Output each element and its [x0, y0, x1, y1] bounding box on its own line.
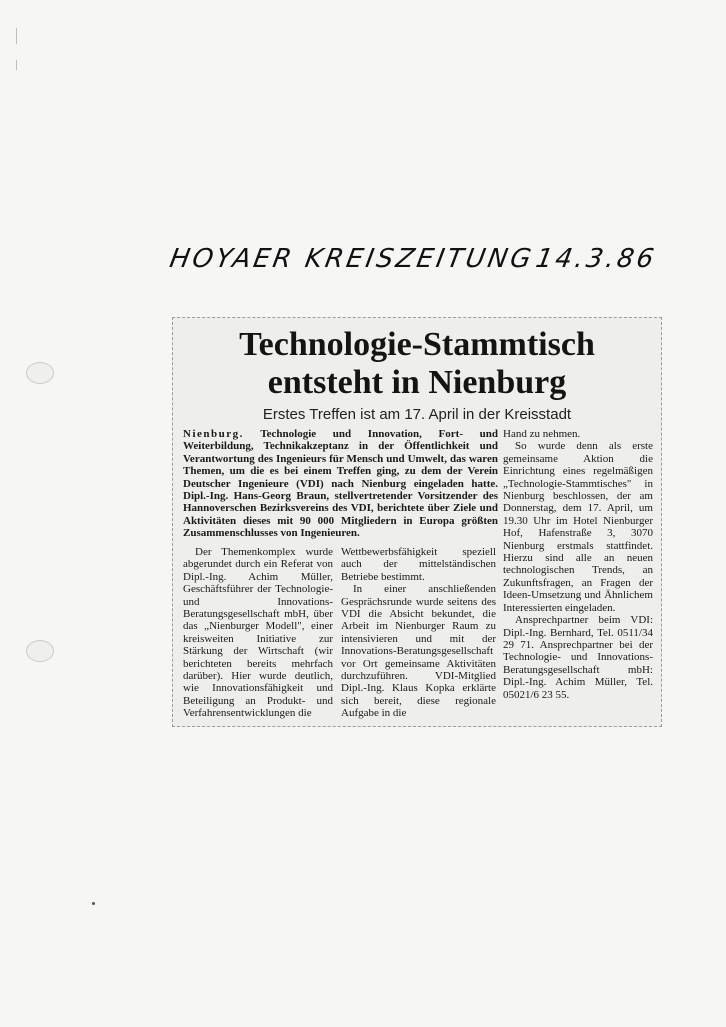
speck	[92, 902, 95, 905]
article-column-2	[341, 546, 496, 720]
article-lead	[183, 428, 498, 540]
newspaper-clipping	[172, 317, 662, 727]
left-edge-mark	[16, 28, 17, 44]
column-2-paragraph: Wettbewerbsfähigkeit speziell auch der mittelständischen Betriebe bestimmt.	[341, 546, 496, 583]
lead-dateline: Nienburg.	[183, 428, 244, 440]
headline-line-2: entsteht in Nienburg	[267, 364, 567, 401]
article-column-3	[503, 428, 653, 701]
punch-hole-bottom	[26, 640, 54, 662]
column-3-paragraph: Hand zu nehmen.	[503, 428, 581, 440]
handwritten-source-note: HOYAER KREISZEITUNG	[167, 244, 537, 274]
left-edge-mark	[16, 60, 17, 70]
article-column-1	[183, 546, 333, 720]
punch-hole-top	[26, 362, 54, 384]
handwritten-date-note: 14.3.86	[533, 244, 659, 274]
column-1-paragraph: Der Themenkomplex wurde abgerundet durch ein Referat von Dipl.-Ing. Achim Müller, Geschäftsführer der Technologie- und Innovations-Beratungsgesellschaft mbH, über das „Nienburger Modell", einer kreisweiten Initiative zur Stärkung der Wirtschaft (wir berichteten bereits mehrfach darüber). Hier wurde deutlich, wie Innovationsfähigkeit und Beteiligung an Produkt- und Verfahrensentwicklungen die	[183, 546, 333, 720]
column-2-paragraph: In einer anschließenden Gesprächsrunde wurde seitens des VDI die Absicht bekundet, die Arbeit im Nienburger Raum zu intensivieren und mit der Innovations-Beratungsgesellschaft vor Ort gemeinsame Aktivitäten durchzuführen. VDI-Mitglied Dipl.-Ing. Klaus Kopka erklärte sich bereit, diese regionale Aufgabe in die	[341, 583, 496, 720]
headline-line-1: Technologie-Stammtisch	[239, 326, 595, 363]
column-3-paragraph: So wurde denn als erste gemeinsame Aktion die Einrichtung eines regelmäßigen „Technologie-Stammtisches" in Nienburg beschlossen, der am Donnerstag, dem 17. April, um 19.30 Uhr im Hotel Nienburger Hof, Hafenstraße 3, 3070 Nienburg erstmals stattfindet. Hierzu sind alle an neuen technologischen Trends, an Zukunftsfragen, an Fragen der Ideen-Umsetzung und Ähnlichem Interessierten eingeladen.	[503, 440, 653, 614]
column-3-paragraph: Ansprechpartner beim VDI: Dipl.-Ing. Bernhard, Tel. 0511/34 29 71. Ansprechpartner bei der Technologie- und Innovations-Beratungsgesellschaft mbH: Dipl.-Ing. Achim Müller, Tel. 05021/6 23 55.	[503, 614, 653, 701]
article-subheadline: Erstes Treffen ist am 17. April in der Kreisstadt	[262, 406, 572, 423]
lead-text: Technologie und Innovation, Fort- und Weiterbildung, Technikakzeptanz in der Öffentlichkeit und Verantwortung des Ingenieurs für Mensch und Umwelt, das waren Themen, um die es bei einem Treffen ging, zu dem der Verein Deutscher Ingenieure (VDI) nach Nienburg eingeladen hatte. Dipl.-Ing. Hans-Georg Braun, stellvertretender Vorsitzender des Hannoverschen Bezirksvereins des VDI, berichtete über Ziele und Aktivitäten dieses mit 90 000 Mitgliedern in Europa größten Zusammenschlusses von Ingenieuren.	[183, 428, 498, 540]
article-headline	[173, 326, 661, 402]
